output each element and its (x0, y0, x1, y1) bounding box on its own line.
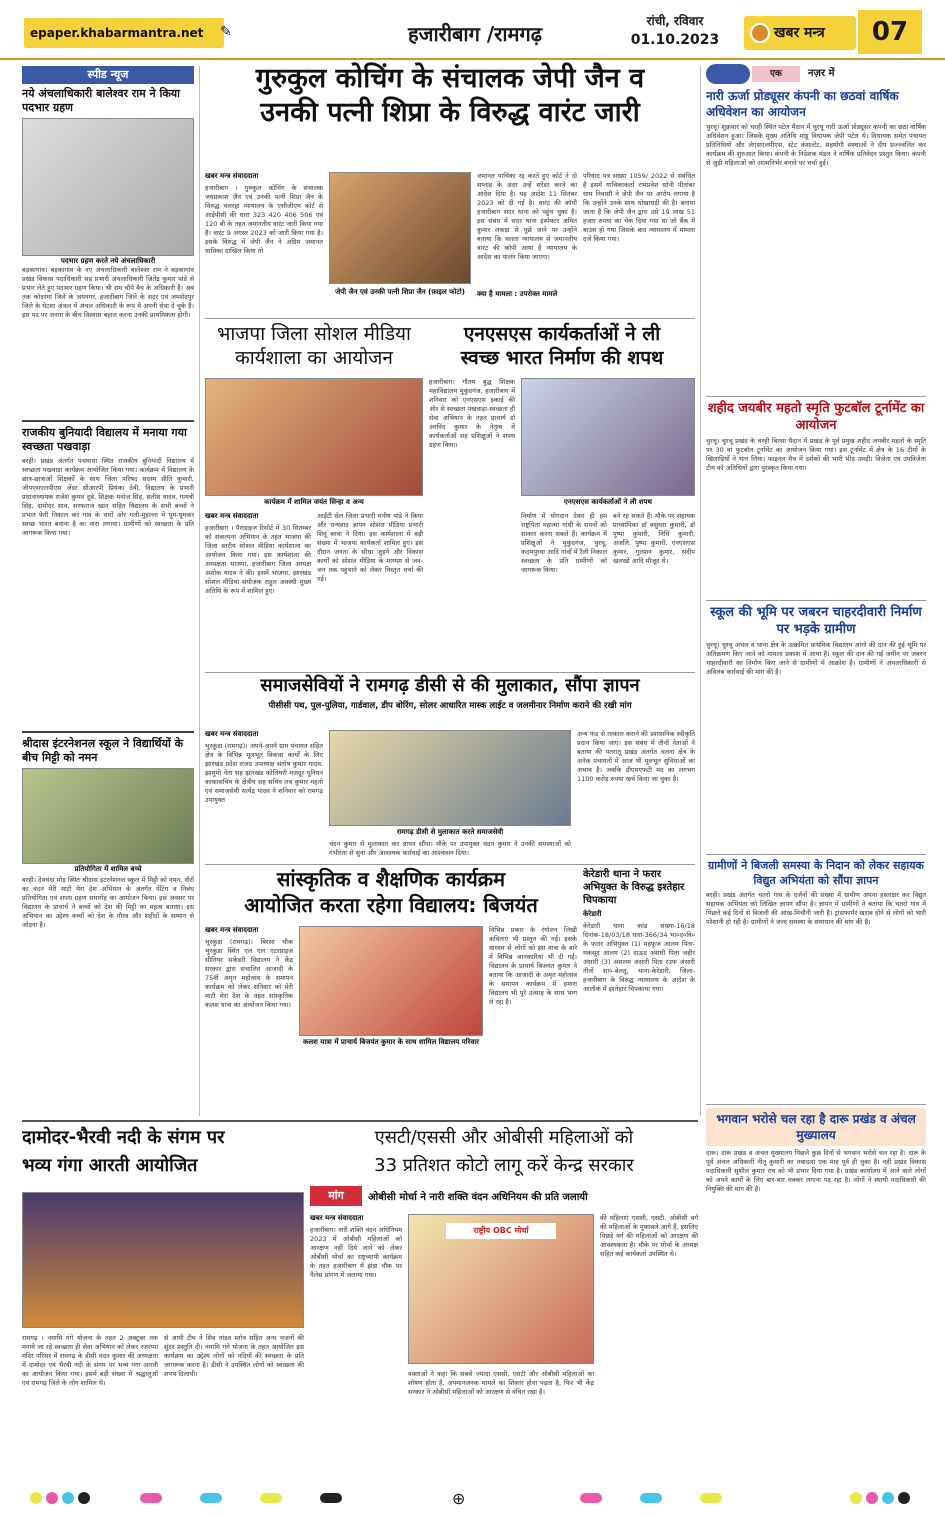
obc-col-1 (310, 1214, 402, 1476)
brand-emblem-icon (750, 23, 770, 43)
main-headline-line2[interactable]: उनकी पत्नी शिप्रा के विरुद्ध वारंट जारी (260, 97, 640, 128)
ramgarh-byline: खबर मन्त्र संवाददाता (205, 730, 259, 738)
speed-news-badge: स्पीड न्यूज (22, 66, 194, 84)
divider (706, 396, 926, 397)
reg-dot-icon (62, 1492, 74, 1504)
culture-story (205, 866, 577, 1116)
nss-col-2 (521, 512, 607, 662)
right-s2-body: चुरचू। चुरचू प्रखंड के चरही बिरसा मैदान में प्रखंड के पूर्व प्रमुख शहीद जयबीर महतो के स्मृति पर 30 वां फुटबॉल टूर्नामेंट का आयोजन किया गया। इस टूर्नामेंट में क्षेत्र के 16 टीमों के खिलाड़ियों ने भाग लिया। फाइनल मैच में दर्शकों की भारी भीड़ उमड़ी। विजेता एवं उपविजेता टीम को अतिथियों द्वारा पुरस्कृत किया गया। (706, 437, 926, 472)
obc-body-3: की महिलाएं एससी, एसटी, ओबीसी वर्ग की महिलाओं के मुकाबले आगे हैं, इसलिए पिछड़े वर्ग की महिलाओं को आरक्षण की आवश्यकता है। मौके पर मोर्चा के अध्यक्ष सहित कई कार्यकर्ता उपस्थित थे। (600, 1214, 698, 1258)
right-s5-head-box (706, 1108, 926, 1146)
ganga-body-2: से आयी टीम ने शिव तांडव स्तोत्र सहित अन्य भजनों की सुंदर प्रस्तुति दी। नमामि गंगे योजना के तहत आयोजित इस कार्यक्रम का उद्देश्य लोगों को नदियों की स्वच्छता के प्रति जागरूक करना है। डीसी ने उपस्थित लोगों को स्वच्छता की शपथ दिलायी। (164, 1334, 304, 1378)
nss-body-2: निर्माण में योगदान देकर ही हम राष्ट्रपिता महात्मा गांधी के सपनों को साकार करना सकते हैं। कार्यक्रम में प्रशिक्षुओं ने मुकुंदगंज, चुरचू, कदमपुरवा आदि गांवों में रैली निकाल स्वच्छता के प्रति ग्रामीणों को जागरूक किया। (521, 512, 607, 574)
column-rule (199, 66, 200, 1116)
pin-icon: ✎ (220, 24, 232, 40)
divider (706, 1104, 926, 1105)
school-body: बरही। प्रखंड अंतर्गत पंचमाधा स्थित राजकीय बुनियादी विद्यालय में स्वच्छता पखवाड़ा कार्यक्रम आयोजित किया गया। कार्यक्रम में विद्यालय के छात्र-छात्राओं शिक्षकों के साथ जिला परिषद सदस्य प्रीति कुमारी, जीपएसएलपीएस जेंडर सीआरपी प्रियंका देवी, विद्यालय के प्रभारी प्रधानाध्यापक राजेश कुमार दुबे, शिक्षक मनोज सिंह, सतीश यादव, गायत्री सिंह, दामोदर साव, सरफराज खान सहित विद्यालय के सभी बच्चों ने प्रभात फेरी निकाल कर गांव के चारों ओर गली-मुहल्ला में घूम-घूमकर स्वच्छ भारत बनाना है का नारा लगाया। ग्रामीणों को स्वच्छता के प्रति जागरूक किया गया। (22, 457, 194, 537)
obc-tag: मांग (310, 1186, 362, 1206)
divider (22, 731, 194, 733)
reg-bar-icon (700, 1493, 722, 1503)
keredari-headline[interactable]: केरेडारी थाना ने फरार अभियुक्त के विरुद्ध इश्तेहार चिपकाया (583, 869, 685, 906)
divider (706, 854, 926, 855)
main-col-4 (583, 172, 695, 310)
ramgarh-story (205, 674, 695, 860)
keredari-story (583, 868, 695, 1116)
nss-photo (521, 378, 695, 496)
bjp-col-2 (317, 512, 423, 662)
culture-headline-line2[interactable]: आयोजित करता रहेगा विद्यालय: बिजयंत (244, 893, 538, 917)
culture-body-1: भुरकुंडा (रामगढ़)। बिरसा चौक भुरकुंडा स्थित एल एल एंटरप्राइज सीनियर सकेंडरी विद्यालय ने केंद्र सरकार द्वारा संचालित आजादी के 75वीं अमृत महोत्सव के समापन कार्यक्रम को लेकर शनिवार को मेरी माटी मेरा देश के तहत सांस्कृतिक कलश यात्रा का आयोजन किया गया। (205, 938, 293, 1009)
reg-dot-icon (882, 1492, 894, 1504)
obc-headline-line1[interactable]: एसटी/एससी और ओबीसी महिलाओं को (374, 1127, 634, 1148)
page-number: 07 (858, 10, 922, 54)
nss-headline-line1[interactable]: एनएसएस कार्यकर्ताओं ने ली (463, 323, 661, 345)
shridas-headline[interactable]: श्रीदास इंटरनेशनल स्कूल ने विद्यार्थियों के बीच मिट्टी को नमन (22, 737, 184, 764)
left-column (22, 66, 194, 1116)
reg-bar-icon (200, 1493, 222, 1503)
shridas-photo-wrap (22, 768, 194, 876)
obc-body-2: वक्ताओं ने कहा कि सबसे ज्यादा एससी, एसटी और ओबीसी महिलाओं का शोषण होता है, अपमानजनक मामले का शिकार होना पड़ता है, फिर भी केंद्र सरकार ने ओबीसी महिलाओं को आरक्षण से वंचित रखा है। (408, 1370, 594, 1396)
obc-story (310, 1124, 698, 1486)
main-body-2: जमानत याचिका रद्द करते हुए कोर्ट ने दो सप्ताह के अंदर उन्हें सरेंडर करने का आदेश दिया है। यह आदेश 11 सितंबर 2023 को दी गई है। वारंट की कॉपी हजारीबाग सदर थाना को पहुंच चुका है। इस संबंध में सदर थाना इंस्पेक्टर अमित कुमार लकड़ा से पूछे जाने पर उन्होंने बताया कि चलता न्यायालय से जमानतीय वारंट की कॉपी आया है न्यायालय के आदेश का पालन किया जाएगा। (477, 172, 577, 261)
rule (205, 318, 695, 319)
right-s3-body: चुरचू। चुरचू अंचल व थाना क्षेत्र के उत्क्रमित प्राथमिक विद्यालय आंगो की दान की हुई भूमि पर अतिक्रमण किए जाने को मामला प्रकाश में आया है। स्कूल की दान की गई जमीन पर जबरन चाहरदीवारी का निर्माण किए जाने से ग्रामीणों में आक्रोश है। ग्रामीणों ने अंचलाधिकारी से अविलंब कार्रवाई की मांग की है। (706, 641, 926, 676)
ganga-headline-line1[interactable]: दामोदर-भैरवी नदी के संगम पर (22, 1127, 225, 1148)
bjp-headline[interactable]: भाजपा जिला सोशल मीडिया कार्यशाला का आयोजन (217, 323, 411, 369)
bjp-story (205, 322, 423, 670)
bjp-photo (205, 378, 423, 496)
divider (22, 420, 194, 422)
main-photo (329, 172, 471, 284)
site-url[interactable]: epaper.khabarmantra.net (24, 18, 224, 48)
main-kya-hai: क्या है मामला : उपरोक्त मामले (477, 290, 558, 298)
ramgarh-headline[interactable]: समाजसेवियों ने रामगढ़ डीसी से की मुलाकात, सौंपा ज्ञापन (260, 675, 640, 696)
ramgarh-body-2: चंदन कुमार से मुलाकात कर ज्ञापन सौंपा। मौके पर उपायुक्त चंदन कुमार ने उनकी समस्याओं को गंभीरता से सुना और आवश्यक कार्रवाई का आश्वासन दिया। (329, 840, 571, 857)
obc-headline-line2[interactable]: 33 प्रतिशत कोटो लागू करें केन्द्र सरकार (374, 1155, 634, 1176)
rule (22, 1120, 698, 1122)
speed-news-headline[interactable]: नये अंचलाधिकारी बालेश्वर राम ने किया पदभार ग्रहण (22, 87, 181, 114)
culture-col-3 (489, 926, 577, 1106)
bjp-col-1 (205, 512, 311, 664)
main-headline-line1[interactable]: गुरुकुल कोचिंग के संचालक जेपी जैन व (255, 63, 645, 94)
nss-col-1 (429, 378, 515, 498)
culture-caption: कलश यात्रा में प्राचार्य बिजयंत कुमार के साथ शामिल विद्यालय परिवार (302, 1038, 480, 1046)
school-headline[interactable]: राजकीय बुनियादी विद्यालय में मनाया गया स्वच्छता पखवाड़ा (22, 426, 187, 453)
reg-dot-icon (78, 1492, 90, 1504)
reg-dot-icon (30, 1492, 42, 1504)
obc-subhead: ओबीसी मोर्चा ने नारी शक्ति वंदन अधिनियम की प्रति जलायी (368, 1192, 588, 1203)
ramgarh-caption: रामगढ़ डीसी से मुलाकात करते समाजसेवी (396, 828, 504, 836)
obc-photo (408, 1214, 594, 1364)
brand-logo (744, 16, 856, 50)
ek-badge: एक (752, 66, 800, 82)
keredari-body: केरेडारी थाना कांड संख्या-16/18 दिनांक-18/03/18 धारा-366/34 भा०द०वि० के फरार अभियुक्त (1) महफूज आलम पिता-मकसूद आलम (2) दाऊद अंसारी पिता जहीर अंसारी (3) असलम अंसारी पिता रउफ अंसारी तीनों सा०-बेलतू, थाना-केरेडारी, जिला-हजारीबाग के विरुद्ध न्यायालय के आदेश के आलोक में इश्तेहार चिपकाया गया। (583, 922, 695, 993)
main-body-3: परिवाद पत्र संख्या 1059/ 2022 से संबंधित है इसमें याचिकाकर्ता रामप्रवेश सोनी पीतांबर धाम निवासी ने जेपी जैन पर आरोप लगाया है कि उन्होंने उनके साथ धोखाधड़ी की है। बताया जाता है कि जेपी जैन द्वारा उसे 19 लाख 51 हजार रुपया का चेक दिया गया था जो बैंक में बाउंस हो गया जिसके बाद न्यायालय में मामला दर्ज किया गया। (583, 172, 695, 243)
culture-photo (299, 926, 483, 1036)
ramgarh-col-3 (577, 730, 695, 858)
rule (205, 672, 695, 673)
shridas-caption: प्रतियोगिता में शामिल बच्चे (74, 865, 142, 873)
shridas-body: बरही। देवचंदा मोड़ स्थित श्रीदास इंटरनेशनल स्कूल में मिट्टी को नमन, वीरों का वंदन मेरी माटी मेरा देश अभियान के अंतर्गत पेंटिंग व निबंध प्रतियोगिता एवं शपथ ग्रहण समारोह का आयोजन किया। इस अवसर पर विद्यालय के प्राचार्य ने बच्चों को देश की मिट्टी का महत्व बताया। इस अभियान का उद्देश्य बच्चों को देश के गौरव और शहीदों के सम्मान से जोड़ना है। (22, 876, 194, 929)
issue-date: 01.10.2023 (630, 32, 720, 48)
obc-subhead-row (310, 1186, 698, 1208)
ganga-body-1: रामगढ़ । नमामि गंगे योजना के तहत 2 अक्टूबर तक मनाये जा रहे स्वच्छता ही सेवा अभियान को लेकर रजरप्पा मंदिर परिसर में रामगढ़ के डीसी चंदन कुमार की अध्यक्षता में दामोदर एवं भैरवी नदी के संगम पर भव्य गंगा आरती का आयोजन किया गया। इसमें बड़ी संख्या में श्रद्धालुओं एवं रामगढ़ जिले के लोग शामिल थे। (22, 1334, 158, 1387)
reg-dot-icon (850, 1492, 862, 1504)
main-body-1: हजारीबाग । गुरुकुल कोचिंग के संचालक जयप्रकाश जैन एवं उनकी पत्नी शिप्रा जैन के विरुद्ध चलरहा न्यायालय के एसीजीएम कोर्ट से आईपीसी की धारा 323 420 406 506 एवं 120 बी के तहत जमानतीय वारंट जारी किया गया है। वारंट 9 अगस्त 2023 को जारी किया गया है। इसके विरुद्ध में जेपी जैन ने अग्रिम जमानत याचिका दाखिल किया तो (205, 184, 323, 255)
main-byline: खबर मन्त्र संवाददाता (205, 172, 259, 180)
culture-headline-line1[interactable]: सांस्कृतिक व शैक्षणिक कार्यक्रम (276, 867, 506, 891)
bjp-caption: कार्यक्रम में शामिल जयंत सिन्हा व अन्य (264, 498, 364, 506)
reg-bar-icon (580, 1493, 602, 1503)
bjp-body-2: आईटी सेल जिला प्रभारी मनीष पांडे ने किया और धन्यवाद ज्ञापन सोशल मीडिया प्रभारी शिवू बरवा ने दिया। इस कार्यशाला में बड़ी संख्या में भाजपा कार्यकर्ता शामिल हुए। इस दौरान जनता के सीधा जुड़ने और विकास कार्यों को सोशल मीडिया के माध्यम से जन-जन तक पहुंचाने को लेकर विस्तृत चर्चा की गई। (317, 512, 423, 583)
speed-news-body: बड़कागांव। बड़कागांव के नए अंचलाधिकारी बालेश्वर राम ने बड़कागांव प्रखंड विकास पदाधिकारी सह प्रभारी अंचलाधिकारी जितेंद्र कुमार पांडे से प्रभार लेते हुए पदभार ग्रहण किया। श्री राम चौपे बैच के अधिकारी हैं। अब तक कोडरमा जिले के जयनगर, हजारीबाग जिले के सदर एवं जमशेदपुर जिले के घेटशा अंचल में अंचल अधिकारी के रूप में अपनी सेवा दे चुके हैं। इस पद पर जनता के बीच विश्वास बहाल करना उनकी प्राथमिकता होगी। (22, 266, 194, 319)
main-col-3 (477, 172, 577, 302)
ganga-headline-line2[interactable]: भव्य गंगा आरती आयोजित (22, 1155, 198, 1176)
ramgarh-body-1: भुरकुंडा (रामगढ़)। अपने-अपने ग्राम पंचायत सहित क्षेत्र के विभिन्न मूलभूत विकास कार्यों के लिए झारखंड प्रदेश राजद उपाध्यक्ष संतोष कुमार यादव, झामुमो नेता सह झारखंड कोलियरी मजदूर यूनियन काकासचिव के क्षेत्रीय सह सचिव लव कुमार महतो एवं समाजसेवी सत्येंद्र यादव ने शनिवार को रामगढ़ उपायुक्त (205, 742, 323, 804)
main-caption: जेपी जैन एवं उनकी पत्नी शिप्रा जैन (फ़ाइल फोटो) (335, 288, 465, 296)
right-s2-headline[interactable]: शहीद जयबीर महतो स्मृति फुटबॉल टूर्नामेंट का आयोजन (707, 401, 925, 433)
culture-body-2: विभिन्न प्रकार के रंगोलन लिखी कविताएं भी प्रस्तुत की गईं। इसके माध्यम से लोगों को इस यात्रा के बारे में विभिन्न जानकारियां भी दी गईं। विद्यालय के प्राचार्य बिजयंत कुमार ने बताया कि आजादी के अमृत महोत्सव के समापन कार्यक्रम में हमारा विद्यालय भी पूरे उत्साह के साथ भाग ले रहा है। (489, 926, 577, 1006)
bjp-body-1: हजारीबाग । पैराडाइज रिसोर्ट में 30 सितम्बर को संकल्पना अभियान के तहत भाजपा की जिला स्तरीय सोशल मीडिया कार्यशाला का आयोजन किया गया। इस कार्यशाला की अध्यक्षता भाजपा, हजारीबाग जिला अध्यक्ष अशोक यादव ने की। इसमें भाजपा, झारखंड सोशल मीडिया संयोजक राहुल अवस्थी मुख्य अतिथि के रूप में शामिल हुए। (205, 524, 311, 595)
speed-news-caption: पदभार ग्रहण करते नये अंचलाधिकारी (60, 257, 156, 265)
ganga-photo (22, 1192, 304, 1328)
nss-body-3: बने रह सकते हैं। मौके पर सहायक प्राध्यापिका डॉ बसुंधरा कुमारी, डॉ पुष्पा कुमारी, निधि कुमारी, अंजलि, पुष्पा कुमारी, एनएसएस कुमार, गुलशन कुमार, संदीप खलखो आदि मौजूद थे। (613, 512, 695, 565)
reg-bar-icon (260, 1493, 282, 1503)
right-s1-body: चुरचू। शुक्रवार को चरही स्थित पटेल मैदान में चुरचू नारी ऊर्जा प्रोड्यूसर कंपनी का छठा वार्षिक अधिवेशन हुआ। जिसके मुख्य अतिथि मांडू विधायक जेपी पटेल थे। विधायक समेत पंचायत प्रतिनिधियों और जेएसएलपीएस, स्टेट कंसल्टेंट, सहयोगी संस्थाओं ने दीप प्रज्ज्वलित कर कार्यक्रम की शुरुआत किया। कंपनी के निदेशक मंडल ने वार्षिक प्रतिवेदन प्रस्तुत किया। कंपनी से जुड़ी महिलाओं को आत्मनिर्भर बनाने पर चर्चा हुई। (706, 123, 926, 167)
culture-col-1 (205, 926, 293, 1108)
nss-caption: एनएसएस कार्यकर्ताओं ने ली शपथ (564, 498, 652, 506)
right-s4-body: बरही। प्रखंड अंतर्गत चतरो गांव के दर्जनों की संख्या में ग्रामीण अपना हस्ताक्षर कर विद्युत सहायक अभियंता को लिखित ज्ञापन सौंपा है। ज्ञापन में ग्रामीणों ने बताया कि चतरो गांव में पिछले कई दिनों से बिजली की आंख-मिचौनी जारी है। ट्रांसफार्मर खराब होने से लोगों को भारी परेशानी हो रही है। ग्रामीणों ने जल्द समस्या के समाधान की मांग की है। (706, 891, 926, 926)
right-s5-body: दारू। दारू प्रखंड व अंचल मुख्यालय पिछले कुछ दिनों से भगवान भरोसे चल रहा है। दारू के पूर्व अंचल अधिकारी नीतू कुमारी का तबादला एक माह पूर्व ही चुका है। वहीं प्रखंड विकास पदाधिकारी सुशील कुमार राय को भी प्रभार दिया गया है। प्रखंड कार्यालय में आने वाले लोगों को अपने कार्यों के लिए बार-बार चक्कर लगाना पड़ रहा है। लोगों ने स्थायी पदाधिकारी की नियुक्ति की मांग की है। (706, 1149, 926, 1193)
right-s4-headline[interactable]: ग्रामीणों ने बिजली समस्या के निदान को लेकर सहायक विद्युत अभियंता को सौंपा ज्ञापन (708, 859, 924, 887)
ramgarh-subhead: पीसीसी पथ, पुल-पुलिया, गार्डवाल, डीप बोरिंग, सोलर आधारित मास्क लाईट व जलमीनार निर्माण कराने की रखी मांग (268, 701, 632, 711)
ramgarh-photo (329, 730, 571, 826)
reg-dot-icon (898, 1492, 910, 1504)
reg-bar-icon (320, 1493, 342, 1503)
page-header (0, 0, 945, 60)
obc-byline: खबर मन्त्र संवाददाता (310, 1214, 364, 1222)
main-story (205, 62, 695, 314)
section-title: हजारीबाग /रामगढ़ (408, 22, 542, 46)
keredari-byline: केरेडारी (583, 910, 602, 918)
nazar-badge: नज़र में (808, 68, 835, 79)
obc-body-1: हजारीबाग। नारी शक्ति वंदन अधिनियम 2023 में ओबीसी महिलाओं को आरक्षण नहीं दिये जाने को लेकर ओबीसी मोर्चा का राष्ट्रव्यापी कार्यक्रम के तहत हजारीबाग में झंडा चौक पर पैलेस प्रांगण में जलाया गया। (310, 1226, 402, 1279)
nss-headline-line2[interactable]: स्वच्छ भारत निर्माण की शपथ (460, 347, 664, 369)
bjp-byline: खबर मन्त्र संवाददाता (205, 512, 259, 520)
right-s1-headline[interactable]: नारी ऊर्जा प्रोड्यूसर कंपनी का छठवां वार्षिक अधिवेशन का आयोजन (706, 89, 899, 119)
reg-bar-icon (640, 1493, 662, 1503)
nss-story (429, 322, 695, 670)
brand-name: खबर मन्त्र (774, 25, 825, 41)
obc-banner: राष्ट्रीय OBC मोर्चा (446, 1223, 556, 1239)
right-column (706, 64, 926, 1494)
ganga-story (22, 1124, 304, 1486)
reg-bar-icon (140, 1493, 162, 1503)
right-s5-headline[interactable]: भगवान भरोसे चल रहा है दारू प्रखंड व अंचल मुख्यालय (716, 1112, 916, 1142)
crosshair-icon: ⊕ (452, 1489, 466, 1508)
shridas-photo (22, 768, 194, 864)
culture-byline: खबर मन्त्र संवाददाता (205, 926, 259, 934)
rule (205, 864, 695, 865)
speed-news-photo (22, 118, 194, 256)
nss-col-3 (613, 512, 695, 662)
nss-body-1: हजारीबाग। गौतम बुद्ध शिक्षक महाविद्यालय मुकुंदगंज, हजारीबाग में शनिवार को एनएसएस इकाई की ओर से स्वच्छता पखवाड़ा-स्वच्छता ही सेवा अभियान के तहत प्राचार्य डॉ अरविंद कुमार के नेतृत्व में कार्यकर्ताओं सह प्रशिक्षुओं ने शपथ ग्रहण किया। (429, 378, 515, 449)
column-rule (700, 66, 701, 1116)
ek-nazar-banner (706, 64, 926, 84)
right-s3-headline[interactable]: स्कूल की भूमि पर जबरन चाहरदीवारी निर्माण पर भड़के ग्रामीण (710, 605, 922, 637)
eye-icon (706, 64, 750, 84)
divider (706, 600, 926, 601)
speed-news-photo-wrap (22, 118, 194, 266)
main-col-1 (205, 172, 323, 314)
reg-dot-icon (866, 1492, 878, 1504)
ramgarh-col-1 (205, 730, 323, 860)
city-day: रांची, रविवार (646, 14, 704, 28)
reg-dot-icon (46, 1492, 58, 1504)
ramgarh-body-3: अन्य फंड से तत्काल कराने की प्रशासनिक स्वीकृति प्रदान किया जाए। इस संबंध में तीनों नेताओं ने बताया की पतरातू प्रखंड अंतर्गत चलना क्षेत्र के अनेक पंचायतों में आज भी मूलभूत सुविधाओं का अभाव है। जबकि डीएमएफटी मद का लगभग 1100 करोड़ रुपया खर्च किया जा चुका है। (577, 730, 695, 783)
